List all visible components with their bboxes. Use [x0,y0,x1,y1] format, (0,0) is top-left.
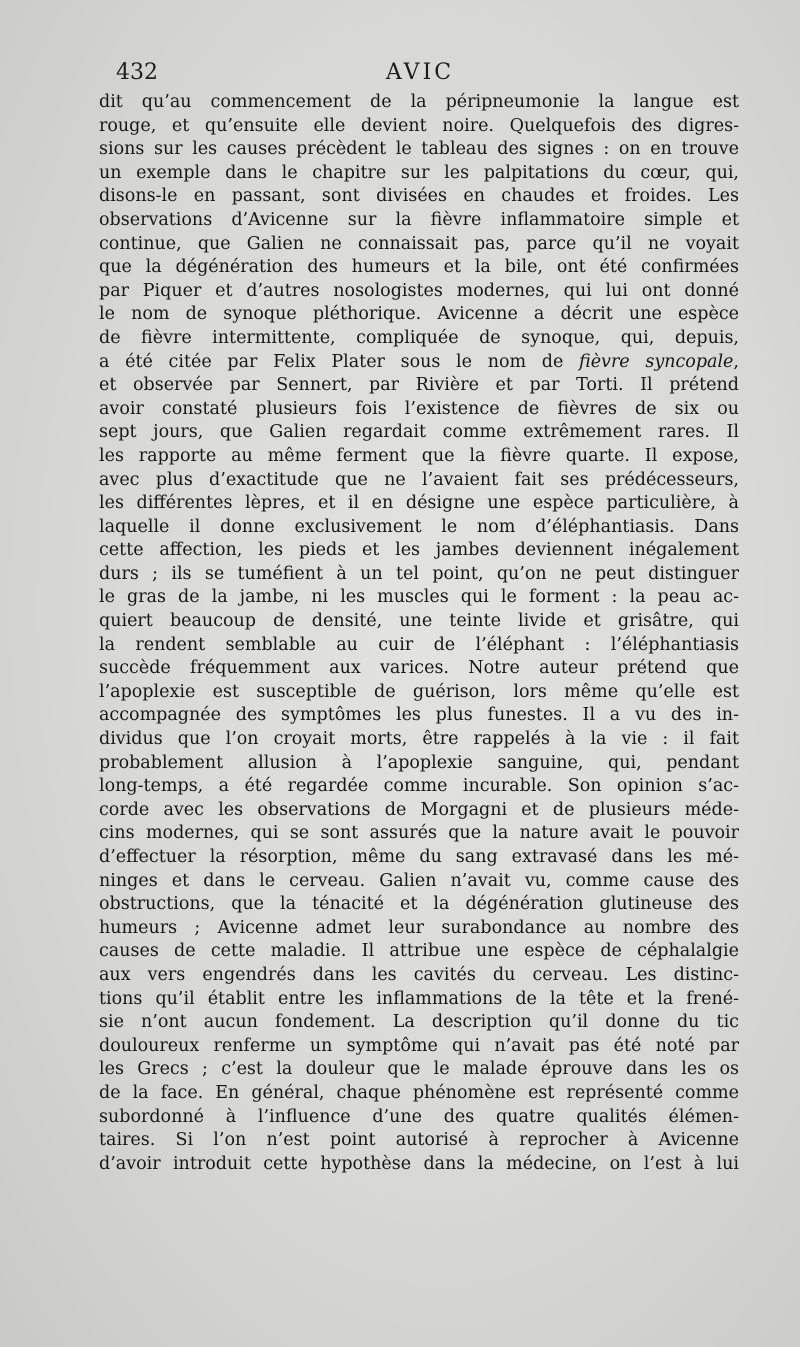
text-line: avoir constaté plusieurs fois l’existence de fièvres de six ou [99,398,739,419]
text-line: taires. Si l’on n’est point autorisé à reprocher à Avicenne [99,1130,739,1151]
text-line: obstructions, que la ténacité et la dégénération glutineuse des [99,894,739,915]
text-line: par Piquer et d’autres nosologistes modernes, qui lui ont donné [99,280,739,301]
text-line: dividus que l’on croyait morts, être rappelés à la vie : il fait [99,729,739,750]
italic-term-suffix: , [733,351,739,372]
text-line: continue, que Galien ne connaissait pas, parce qu’il ne voyait [99,233,739,254]
text-line: de la face. En général, chaque phénomène est représenté comme [99,1082,739,1103]
text-line: succède fréquemment aux varices. Notre auteur prétend que [99,658,739,679]
text-line: humeurs ; Avicenne admet leur surabondance au nombre des [99,917,739,938]
text-line: laquelle il donne exclusivement le nom d’éléphantiasis. Dans [99,516,739,537]
text-line: la rendent semblable au cuir de l’éléphant : l’éléphantiasis [99,634,739,655]
text-line: d’avoir introduit cette hypothèse dans la médecine, on l’est à lui [99,1153,739,1174]
text-line: probablement allusion à l’apoplexie sanguine, qui, pendant [99,752,739,773]
text-line: quiert beaucoup de densité, une teinte livide et grisâtre, qui [99,611,739,632]
text-line: causes de cette maladie. Il attribue une espèce de céphalalgie [99,941,739,962]
text-line: tions qu’il établit entre les inflammations de la tête et la frené- [99,988,739,1009]
text-line: les Grecs ; c’est la douleur que le malade éprouve dans les os [99,1059,739,1080]
page-number: 432 [116,60,158,85]
text-line: cins modernes, qui se sont assurés que la nature avait le pouvoir [99,823,739,844]
text-line: cette affection, les pieds et les jambes deviennent inégalement [99,540,739,561]
text-line: que la dégénération des humeurs et la bile, ont été confirmées [99,257,739,278]
text-line: subordonné à l’influence d’une des quatre qualités élémen- [99,1106,739,1127]
text-line: les rapporte au même ferment que la fièvre quarte. Il expose, [99,445,739,466]
text-line: un exemple dans le chapitre sur les palpitations du cœur, qui, [99,162,739,183]
text-line: long-temps, a été regardée comme incurable. Son opinion s’ac- [99,776,739,797]
text-line: accompagnée des symptômes les plus funestes. Il a vu des in- [99,705,739,726]
text-line: d’effectuer la résorption, même du sang extravasé dans les mé- [99,847,739,867]
text-line: aux vers engendrés dans les cavités du cerveau. Les distinc- [99,964,739,985]
text-line: sions sur les causes précèdent le tableau des signes : on en trouve [99,139,739,160]
text-line: corde avec les observations de Morgagni et de plusieurs méde- [99,799,739,820]
text-line: observations d’Avicenne sur la fièvre inflammatoire simple et [99,209,739,230]
text-line: les différentes lèpres, et il en désigne une espèce particulière, à [99,493,739,514]
text-line: le nom de synoque pléthorique. Avicenne a décrit une espèce [99,304,739,325]
body-text [99,91,739,1176]
running-head: AVIC [385,60,455,85]
text-line: disons-le en passant, sont divisées en chaudes et froides. Les [99,186,739,207]
text-line: de fièvre intermittente, compliquée de synoque, qui, depuis, [99,327,739,348]
text-line: et observée par Sennert, par Rivière et par Torti. Il prétend [99,375,739,396]
text-line: sie n’ont aucun fondement. La description qu’il donne du tic [99,1012,739,1033]
text-line: rouge, et qu’ensuite elle devient noire. Quelquefois des digres- [99,115,739,136]
text-line: ninges et dans le cerveau. Galien n’avait vu, comme cause des [99,870,739,891]
page-header [100,60,740,90]
text-line: dit qu’au commencement de la péripneumonie la langue est [99,92,739,112]
text-line: durs ; ils se tuméfient à un tel point, qu’on ne peut distinguer [99,563,739,584]
text-line-start: a été citée par Felix Plater sous le nom de [99,351,564,372]
text-line-with-italic [99,351,739,375]
italic-term: fièvre syncopale [579,351,734,372]
text-line: avec plus d’exactitude que ne l’avaient fait ses prédécesseurs, [99,469,739,490]
text-line: l’apoplexie est susceptible de guérison, lors même qu’elle est [99,681,739,702]
text-line: sept jours, que Galien regardait comme extrêmement rares. Il [99,422,739,443]
text-line: douloureux renferme un symptôme qui n’avait pas été noté par [99,1035,739,1056]
text-line: le gras de la jambe, ni les muscles qui le forment : la peau ac- [99,587,739,608]
